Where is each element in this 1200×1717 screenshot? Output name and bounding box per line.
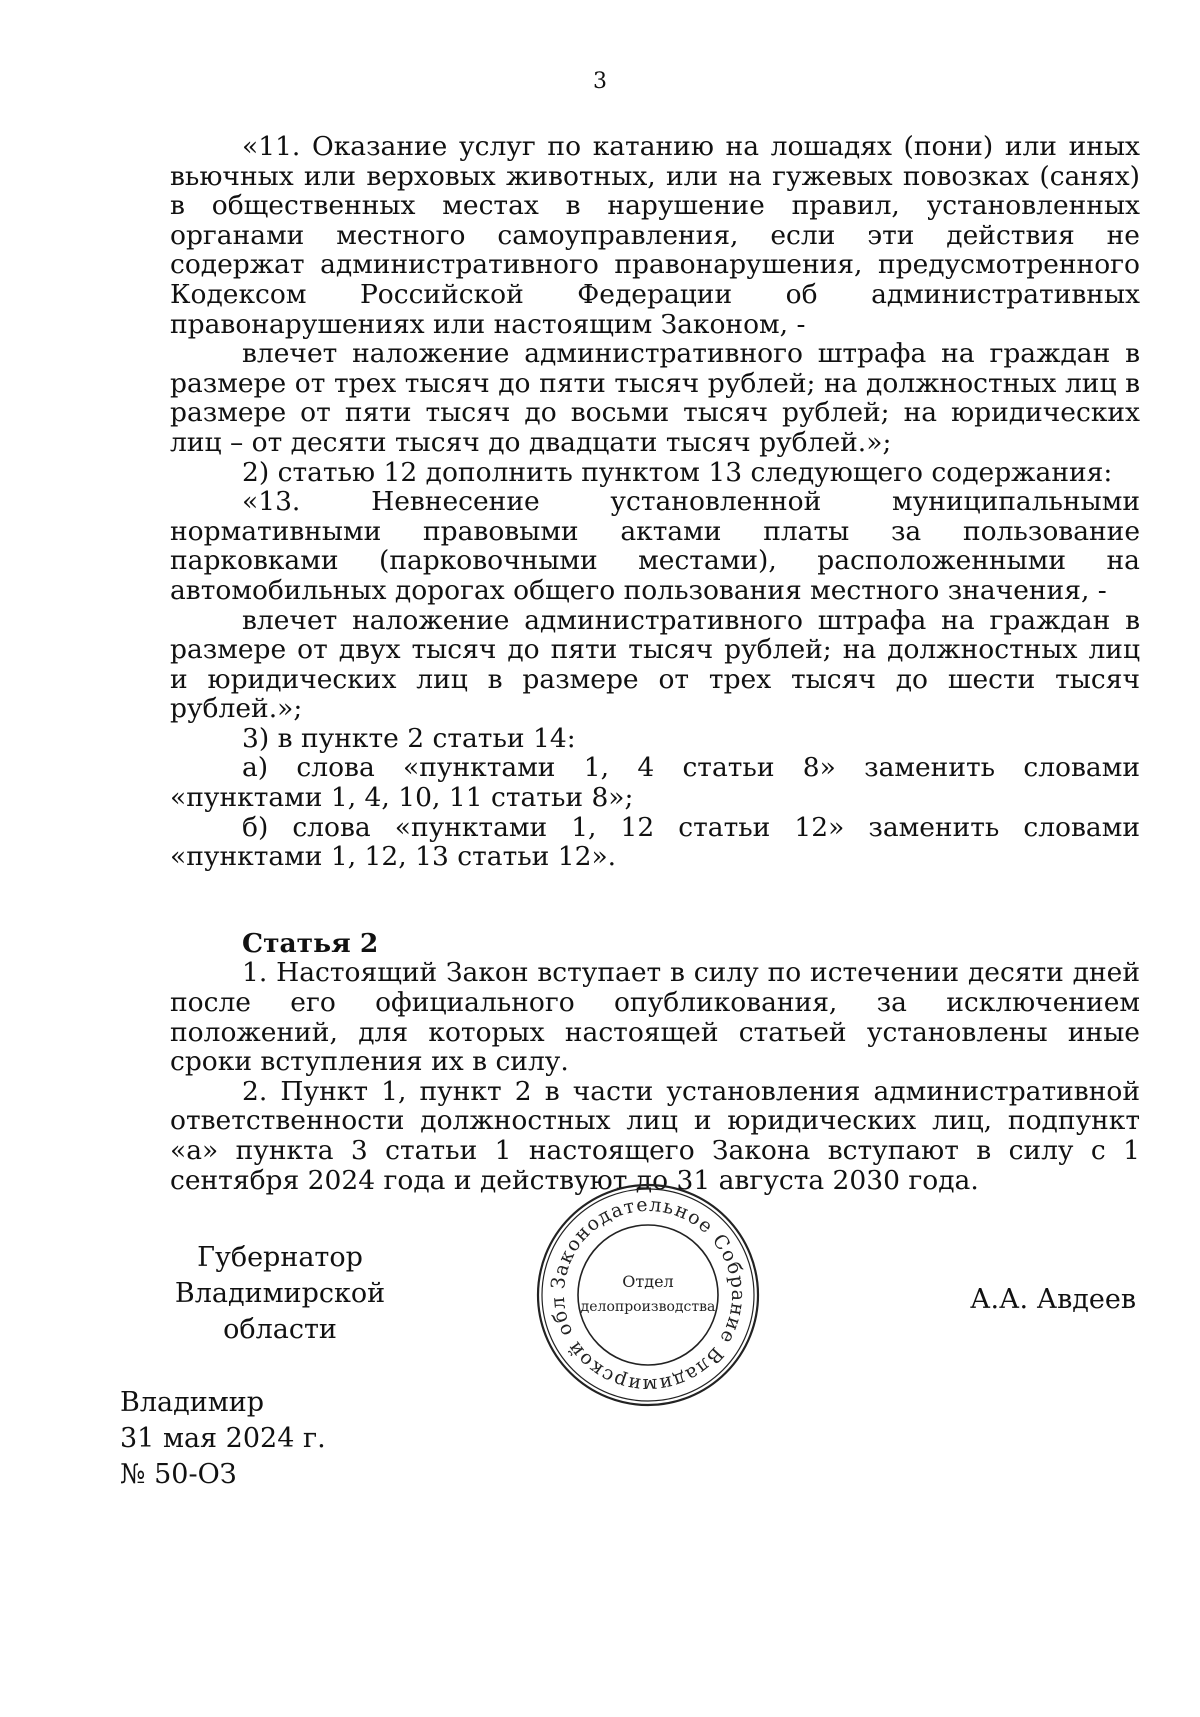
seal-ring-text: Законодательное Собрание Владимирской обл bbox=[546, 1193, 750, 1397]
law-text bbox=[170, 132, 1140, 1195]
paragraph-amend-b: б) слова «пунктами 1, 12 статьи 12» заменить словами «пунктами 1, 12, 13 статьи 12». bbox=[170, 811, 1140, 873]
seal-graphic bbox=[528, 1175, 768, 1415]
signatory-title bbox=[120, 1240, 440, 1348]
seal-center-line-2: делопроизводства bbox=[580, 1299, 716, 1315]
page-number: 3 bbox=[593, 69, 607, 94]
law-number: № 50-ОЗ bbox=[120, 1459, 237, 1490]
place-city: Владимир bbox=[120, 1387, 264, 1418]
article-2-paragraph-2: 2. Пункт 1, пункт 2 в части установления административной ответственности должностных лиц и юридических лиц, подпункт «а» пункта 3 статьи 1 настоящего Закона вступают в силу с 1 сентября 2024 года и действуют до 31 августа 2030 года. bbox=[170, 1075, 1140, 1196]
law-date: 31 мая 2024 г. bbox=[120, 1423, 326, 1454]
paragraph-penalty-13: влечет наложение административного штрафа на граждан в размере от двух тысяч до пяти тысяч рублей; на должностных лиц и юридических лиц в размере от трех тысяч до шести тысяч рублей.»; bbox=[170, 604, 1140, 725]
paragraph-item-11: «11. Оказание услуг по катанию на лошадях (пони) или иных вьючных или верховых животных, или на гужевых повозках (санях) в общественных местах в нарушение правил, установленных органами местного самоуправления, если эти действия не содержат административного правонарушения, предусмотренного Кодексом Российской Федерации об административных правонарушениях или настоящим Законом, - bbox=[170, 131, 1140, 340]
paragraph-item-13: «13. Невнесение установленной муниципальными нормативными правовыми актами платы за пользование парковками (парковочными местами), расположенными на автомобильных дорогах общего пользования местного значения, - bbox=[170, 486, 1140, 606]
article-2-paragraph-1: 1. Настоящий Закон вступает в силу по истечении десяти дней после его официального опубликования, за исключением положений, для которых настоящей статьей установлены иные сроки вступления их в силу. bbox=[170, 957, 1140, 1078]
article-2-heading: Статья 2 bbox=[242, 927, 379, 959]
official-seal bbox=[528, 1175, 768, 1415]
paragraph-penalty-11: влечет наложение административного штрафа на граждан в размере от трех тысяч до пяти тысяч рублей; на должностных лиц в размере от пяти тысяч до восьми тысяч рублей; на юридических лиц – от десяти тысяч до двадцати тысяч рублей.»; bbox=[170, 338, 1140, 458]
place-date-number bbox=[120, 1385, 326, 1493]
seal-center-line-1: Отдел bbox=[622, 1272, 674, 1291]
signatory-name: А.А. Авдеев bbox=[970, 1284, 1137, 1315]
signatory-title-line-2: Владимирской области bbox=[174, 1278, 386, 1345]
signatory-title-line-1: Губернатор bbox=[197, 1242, 363, 1273]
paragraph-amend-a: а) слова «пунктами 1, 4 статьи 8» заменить словами «пунктами 1, 4, 10, 11 статьи 8»; bbox=[170, 752, 1140, 814]
paragraph-amend-article-14: 3) в пункте 2 статьи 14: bbox=[242, 722, 576, 754]
paragraph-amend-article-12: 2) статью 12 дополнить пунктом 13 следующего содержания: bbox=[242, 456, 1113, 488]
